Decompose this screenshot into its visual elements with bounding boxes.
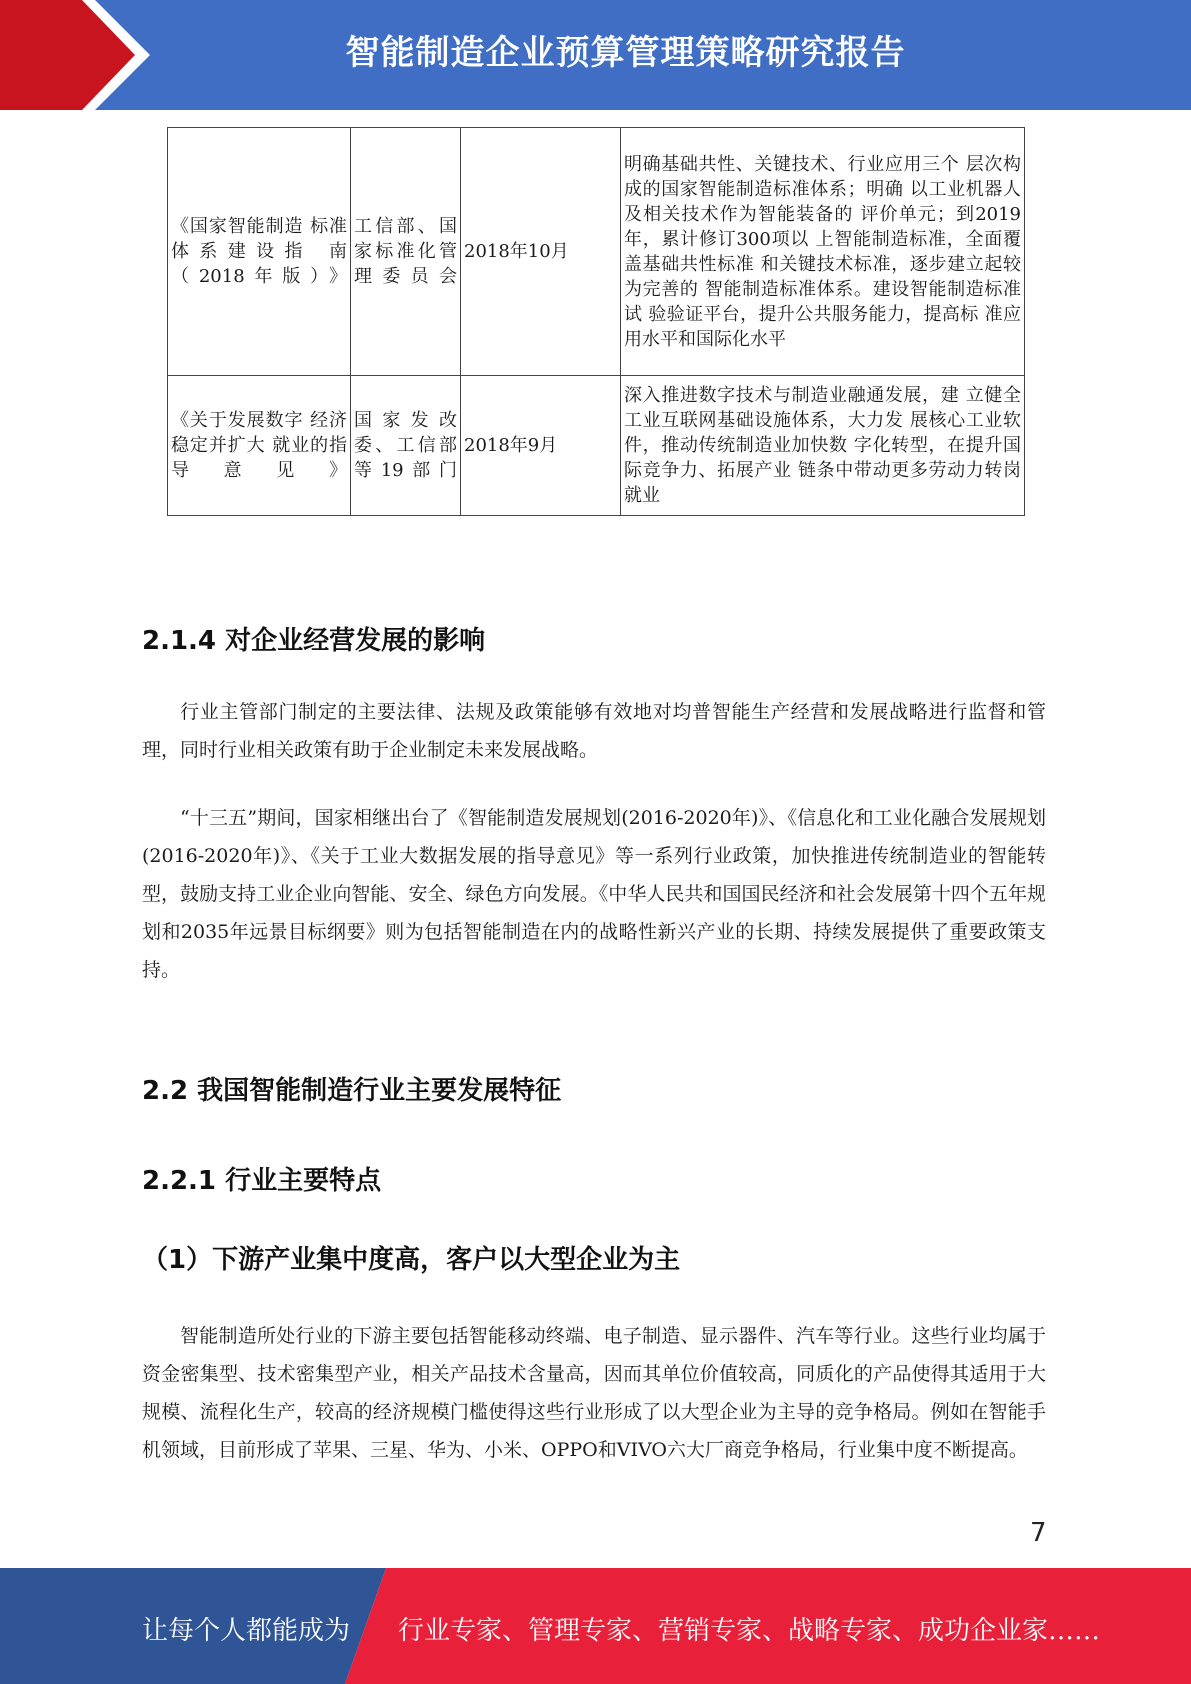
section-heading-2-2: 2.2 我国智能制造行业主要发展特征 bbox=[142, 1076, 562, 1106]
document-title: 智能制造企业预算管理策略研究报告 bbox=[345, 33, 906, 73]
paragraph: 行业主管部门制定的主要法律、法规及政策能够有效地对均普智能生产经营和发展战略进行监督和管理，同时行业相关政策有助于企业制定未来发展战略。 bbox=[142, 701, 1046, 761]
page-number: 7 bbox=[1030, 1518, 1047, 1548]
issue-date-cell: 2018年9月 bbox=[461, 376, 621, 516]
section-heading-2-1-4: 2.1.4 对企业经营发展的影响 bbox=[142, 626, 486, 656]
paragraph: “十三五”期间，国家相继出台了《智能制造发展规划(2016-2020年)》、《信息化和工业化融合发展规划(2016-2020年)》、《关于工业大数据发展的指导意见》等一系列行业政策，加快推进传统制造业的智能转型，鼓励支持工业企业向智能、安全、绿色方向发展。《中华人民共和国国民经济和社会发展第十四个五年规划和2035年远景目标纲要》则为包括智能制造在内的战略性新兴产业的长期、持续发展提供了重要政策支持。 bbox=[142, 807, 1046, 981]
policy-description-cell: 明确基础共性、关键技术、行业应用三个 层次构成的国家智能制造标准体系；明确 以工业机器人及相关技术作为智能装备的 评价单元；到2019年，累计修订300项以 上智能制造标准，全面覆盖基础共性标准 和关键技术标准，逐步建立起较为完善的 智能制造标准体系。建设智能制造标准试 验验证平台，提升公共服务能力，提高标 准应用水平和国际化水平 bbox=[621, 128, 1025, 376]
subsection-heading: （1）下游产业集中度高，客户以大型企业为主 bbox=[142, 1245, 681, 1275]
policy-name-cell: 《关于发展数字 经济稳定并扩大 就业的指导意见》 bbox=[168, 376, 351, 516]
section-heading-2-2-1: 2.2.1 行业主要特点 bbox=[142, 1166, 382, 1196]
issue-date-cell: 2018年10月 bbox=[461, 128, 621, 376]
policy-table bbox=[167, 127, 1025, 516]
issuing-department-cell: 国家发改委、工信部等19部门 bbox=[351, 376, 461, 516]
table-row bbox=[168, 128, 1025, 376]
footer-slogan-left: 让每个人都能成为 bbox=[142, 1616, 351, 1646]
paragraph: 智能制造所处行业的下游主要包括智能移动终端、电子制造、显示器件、汽车等行业。这些行业均属于资金密集型、技术密集型产业，相关产品技术含量高，因而其单位价值较高，同质化的产品使得其适用于大规模、流程化生产，较高的经济规模门槛使得这些行业形成了以大型企业为主导的竞争格局。例如在智能手机领域，目前形成了苹果、三星、华为、小米、OPPO和VIVO六大厂商竞争格局，行业集中度不断提高。 bbox=[142, 1325, 1046, 1461]
policy-name-cell: 《国家智能制造 标准体系建设指 南（2018年版）》 bbox=[168, 128, 351, 376]
table-row bbox=[168, 376, 1025, 516]
issuing-department-cell: 工信部、国家标准化管理委员会 bbox=[351, 128, 461, 376]
policy-description-cell: 深入推进数字技术与制造业融通发展，建 立健全工业互联网基础设施体系，大力发 展核心工业软件，推动传统制造业加快数 字化转型，在提升国际竞争力、拓展产业 链条中带动更多劳动力转岗就业 bbox=[621, 376, 1025, 516]
footer-slogan-right: 行业专家、管理专家、营销专家、战略专家、成功企业家…… bbox=[398, 1616, 1101, 1646]
